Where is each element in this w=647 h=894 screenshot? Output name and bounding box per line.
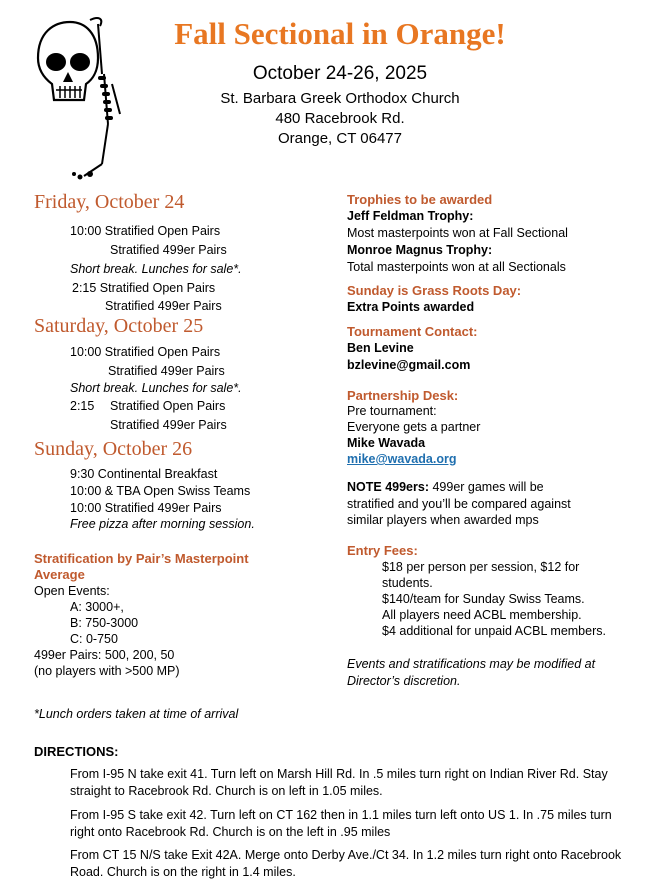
sunday-line: 9:30 Continental Breakfast (70, 467, 218, 481)
monroe-trophy: Monroe Magnus Trophy: (347, 243, 493, 257)
disclaimer-line: Events and stratifications may be modified at (347, 657, 596, 671)
saturday-note: Short break. Lunches for sale*. (70, 381, 242, 395)
jeff-trophy-rest: Feldman Trophy: (372, 209, 474, 223)
saturday-line: Stratified 499er Pairs (110, 418, 227, 432)
lunch-note: *Lunch orders taken at time of arrival (34, 707, 239, 721)
saturday-line: Stratified Open Pairs (110, 399, 226, 413)
direction-item: From I-95 N take exit 41. Turn left on Marsh Hill Rd. In .5 miles turn right on Indian River Rd. Stay straight to Racebrook Rd. Church is on left in 1.05 miles. (70, 767, 608, 798)
note-text-line: similar players when awarded mps (347, 513, 539, 527)
stratification-heading-cont: Average (34, 567, 85, 582)
friday-line: Stratified 499er Pairs (105, 299, 222, 313)
monroe-trophy-desc: Total masterpoints won at all Sectionals (347, 260, 566, 274)
venue-city: Orange, CT 06477 (278, 130, 402, 147)
directions-heading: DIRECTIONS: (34, 744, 119, 759)
jeff-trophy (347, 209, 473, 223)
jeff-trophy-desc: Most masterpoints won at Fall Sectional (347, 226, 568, 240)
saturday-line: Stratified 499er Pairs (108, 364, 225, 378)
note-label: NOTE 499ers: (347, 480, 429, 494)
partnership-email-link[interactable]: mike@wavada.org (347, 452, 457, 466)
partnership-line: Pre tournament: (347, 404, 437, 418)
strat-499er: 499er Pairs: 500, 200, 50 (34, 648, 175, 662)
saturday-time: 2:15 (70, 399, 95, 413)
skull-skeleton-illustration (28, 14, 132, 182)
saturday-line: 10:00 Stratified Open Pairs (70, 345, 221, 359)
friday-note: Short break. Lunches for sale*. (70, 262, 242, 276)
note-499ers (347, 480, 544, 494)
event-dates: October 24-26, 2025 (252, 63, 428, 84)
jeff-name: Jeff (347, 209, 373, 223)
direction-item: From CT 15 N/S take Exit 42A. Merge onto Derby Ave./Ct 34. In 1.2 miles turn right onto Racebrook Road. Church is on the right in 1.4 miles. (70, 848, 622, 879)
venue-name: St. Barbara Greek Orthodox Church (220, 90, 460, 107)
fee-line: $4 additional for unpaid ACBL members. (382, 624, 606, 638)
contact-email: bzlevine@gmail.com (347, 358, 471, 372)
grass-roots-text: Extra Points awarded (347, 300, 475, 314)
partnership-heading: Partnership Desk: (347, 388, 459, 403)
fee-line: $18 per person per session, $12 for (382, 560, 580, 574)
grass-roots-heading: Sunday is Grass Roots Day: (347, 283, 522, 298)
friday-line: Stratified 499er Pairs (110, 243, 227, 257)
fees-heading: Entry Fees: (347, 543, 418, 558)
partnership-name: Mike Wavada (347, 436, 426, 450)
fee-line: students. (382, 576, 433, 590)
stratification-heading: Stratification by Pair’s Masterpoint (34, 551, 249, 566)
sunday-line: 10:00 Stratified 499er Pairs (70, 501, 222, 515)
contact-name: Ben Levine (347, 341, 414, 355)
partnership-line: Everyone gets a partner (347, 420, 481, 434)
friday-line: 2:15 Stratified Open Pairs (72, 281, 216, 295)
disclaimer-line: Director’s discretion. (347, 674, 461, 688)
note-text-line: stratified and you’ll be compared against (347, 497, 571, 511)
friday-heading: Friday, October 24 (34, 191, 185, 213)
strat-limit: (no players with >500 MP) (34, 664, 180, 678)
direction-item: From I-95 S take exit 42. Turn left on CT 162 then in 1.1 miles turn left onto US 1. In .75 miles turn right onto Racebrook Rd. Church is on the left in .95 miles (70, 808, 612, 839)
friday-line: 10:00 Stratified Open Pairs (70, 224, 221, 238)
event-title: Fall Sectional in Orange! (174, 16, 506, 51)
sunday-heading: Sunday, October 26 (34, 438, 193, 460)
venue-street: 480 Racebrook Rd. (275, 110, 405, 127)
strat-b: B: 750-3000 (70, 616, 139, 630)
note-text: 499er games will be (428, 480, 544, 494)
sunday-note: Free pizza after morning session. (70, 517, 255, 531)
contact-heading: Tournament Contact: (347, 324, 478, 339)
fee-line: All players need ACBL membership. (382, 608, 582, 622)
fee-line: $140/team for Sunday Swiss Teams. (382, 592, 585, 606)
strat-c: C: 0-750 (70, 632, 118, 646)
saturday-heading: Saturday, October 25 (34, 315, 204, 337)
sunday-line: 10:00 & TBA Open Swiss Teams (70, 484, 251, 498)
trophies-heading: Trophies to be awarded (347, 192, 493, 207)
open-events-label: Open Events: (34, 584, 110, 598)
strat-a: A: 3000+, (70, 600, 124, 614)
